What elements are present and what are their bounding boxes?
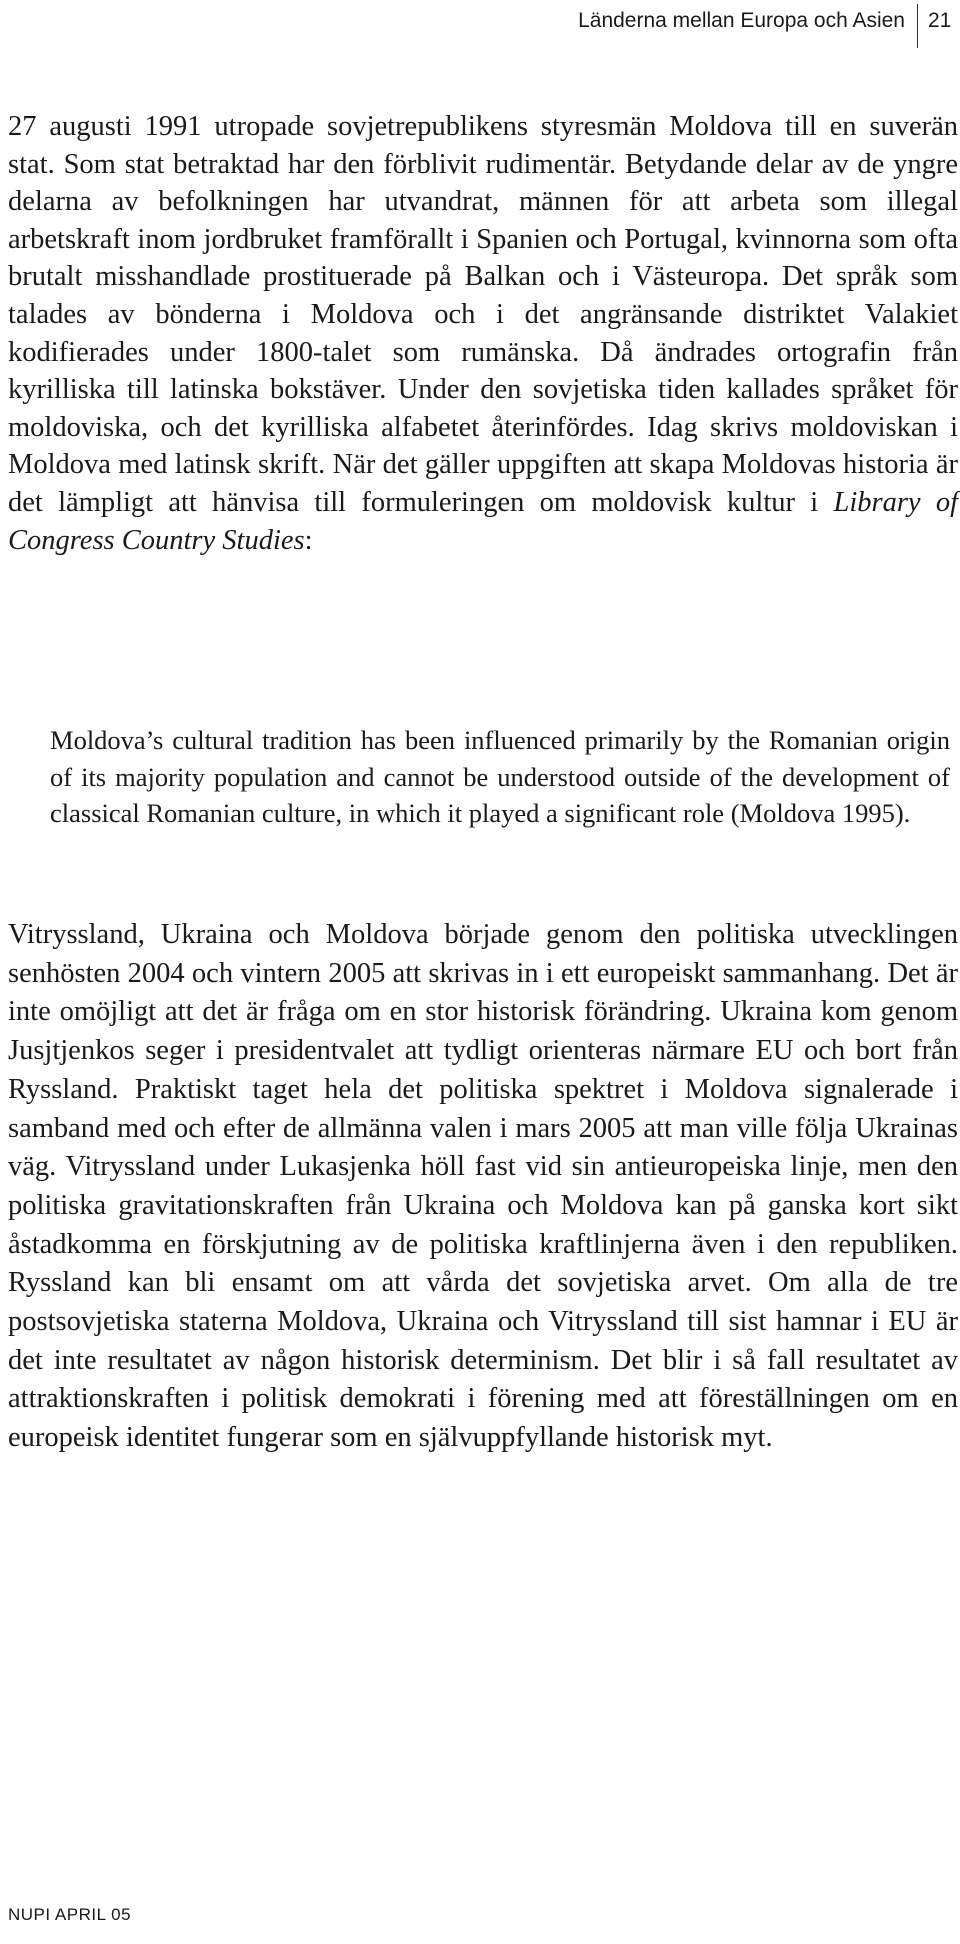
- paragraph-1-end: :: [304, 524, 313, 556]
- block-quote: Moldova’s cultural tradition has been influenced primarily by the Romanian origin of its majority population and cannot be understood outside of the development of classical Romanian culture, in which it played a significant role (Moldova 1995).: [50, 725, 950, 828]
- page-number: 21: [928, 9, 952, 32]
- paragraph-2: Vitryssland, Ukraina och Moldova började genom den politiska utvecklingen senhösten 2004 och vintern 2005 att skrivas in i ett europeiskt sammanhang. Det är inte omöjligt att det är fråga om en stor historisk förändring. Ukraina kom genom Jusjtjenkos seger i presidentvalet att tydligt orienteras närmare EU och bort från Ryssland. Praktiskt taget hela det politiska spektret i Moldova signalerade i samband med och efter de allmänna valen i mars 2005 att man ville följa Ukrainas väg. Vitryssland under Lukasjenka höll fast vid sin antieuropeiska linje, men den politiska gravitationskraften från Ukraina och Moldova kan på ganska kort sikt åstadkomma en förskjutning av de politiska kraftlinjerna även i den republiken. Ryssland kan bli ensamt om att vårda det sovjetiska arvet. Om alla de tre postsovjetiska staterna Moldova, Ukraina och Vitryssland till sist hamnar i EU är det inte resultatet av någon historisk determinism. Det blir i så fall resultatet av attraktionskraften i politisk demokrati i förening med att föreställningen om en europeisk identitet fungerar som en självuppfyllande historisk myt.: [8, 919, 958, 1454]
- running-header: [578, 6, 960, 52]
- cited-title: Library of Congress Country Studies: [8, 486, 959, 556]
- paragraph-1: [8, 108, 958, 559]
- paragraph-1-text: 27 augusti 1991 utropade sovjetrepublikens styresmän Moldova till en suverän stat. Som stat betraktad har den förblivit rudimentär. Betydande delar av de yngre delarna av befolkningen har utvandrat, männen för att arbeta som illegal arbetskraft inom jordbruket framförallt i Spanien och Portugal, kvinnorna som ofta brutalt misshandlade prostituerade på Balkan och i Västeuropa. Det språk som talades av bönderna i Moldova och i det angränsande distriktet Valakiet kodifierades under 1800-talet som rumänska. Då ändrades ortografin från kyrilliska till latinska bokstäver. Under den sovjetiska tiden kallades språket för moldoviska, och det kyrilliska alfabetet återinfördes. Idag skrivs moldoviskan i Moldova med latinsk skrift. När det gäller uppgiften att skapa Moldovas historia är det lämpligt att hänvisa till formuleringen om moldovisk kultur i: [8, 111, 958, 518]
- running-title: Länderna mellan Europa och Asien: [578, 9, 905, 32]
- page-footer: NUPI APRIL 05: [8, 1905, 132, 1924]
